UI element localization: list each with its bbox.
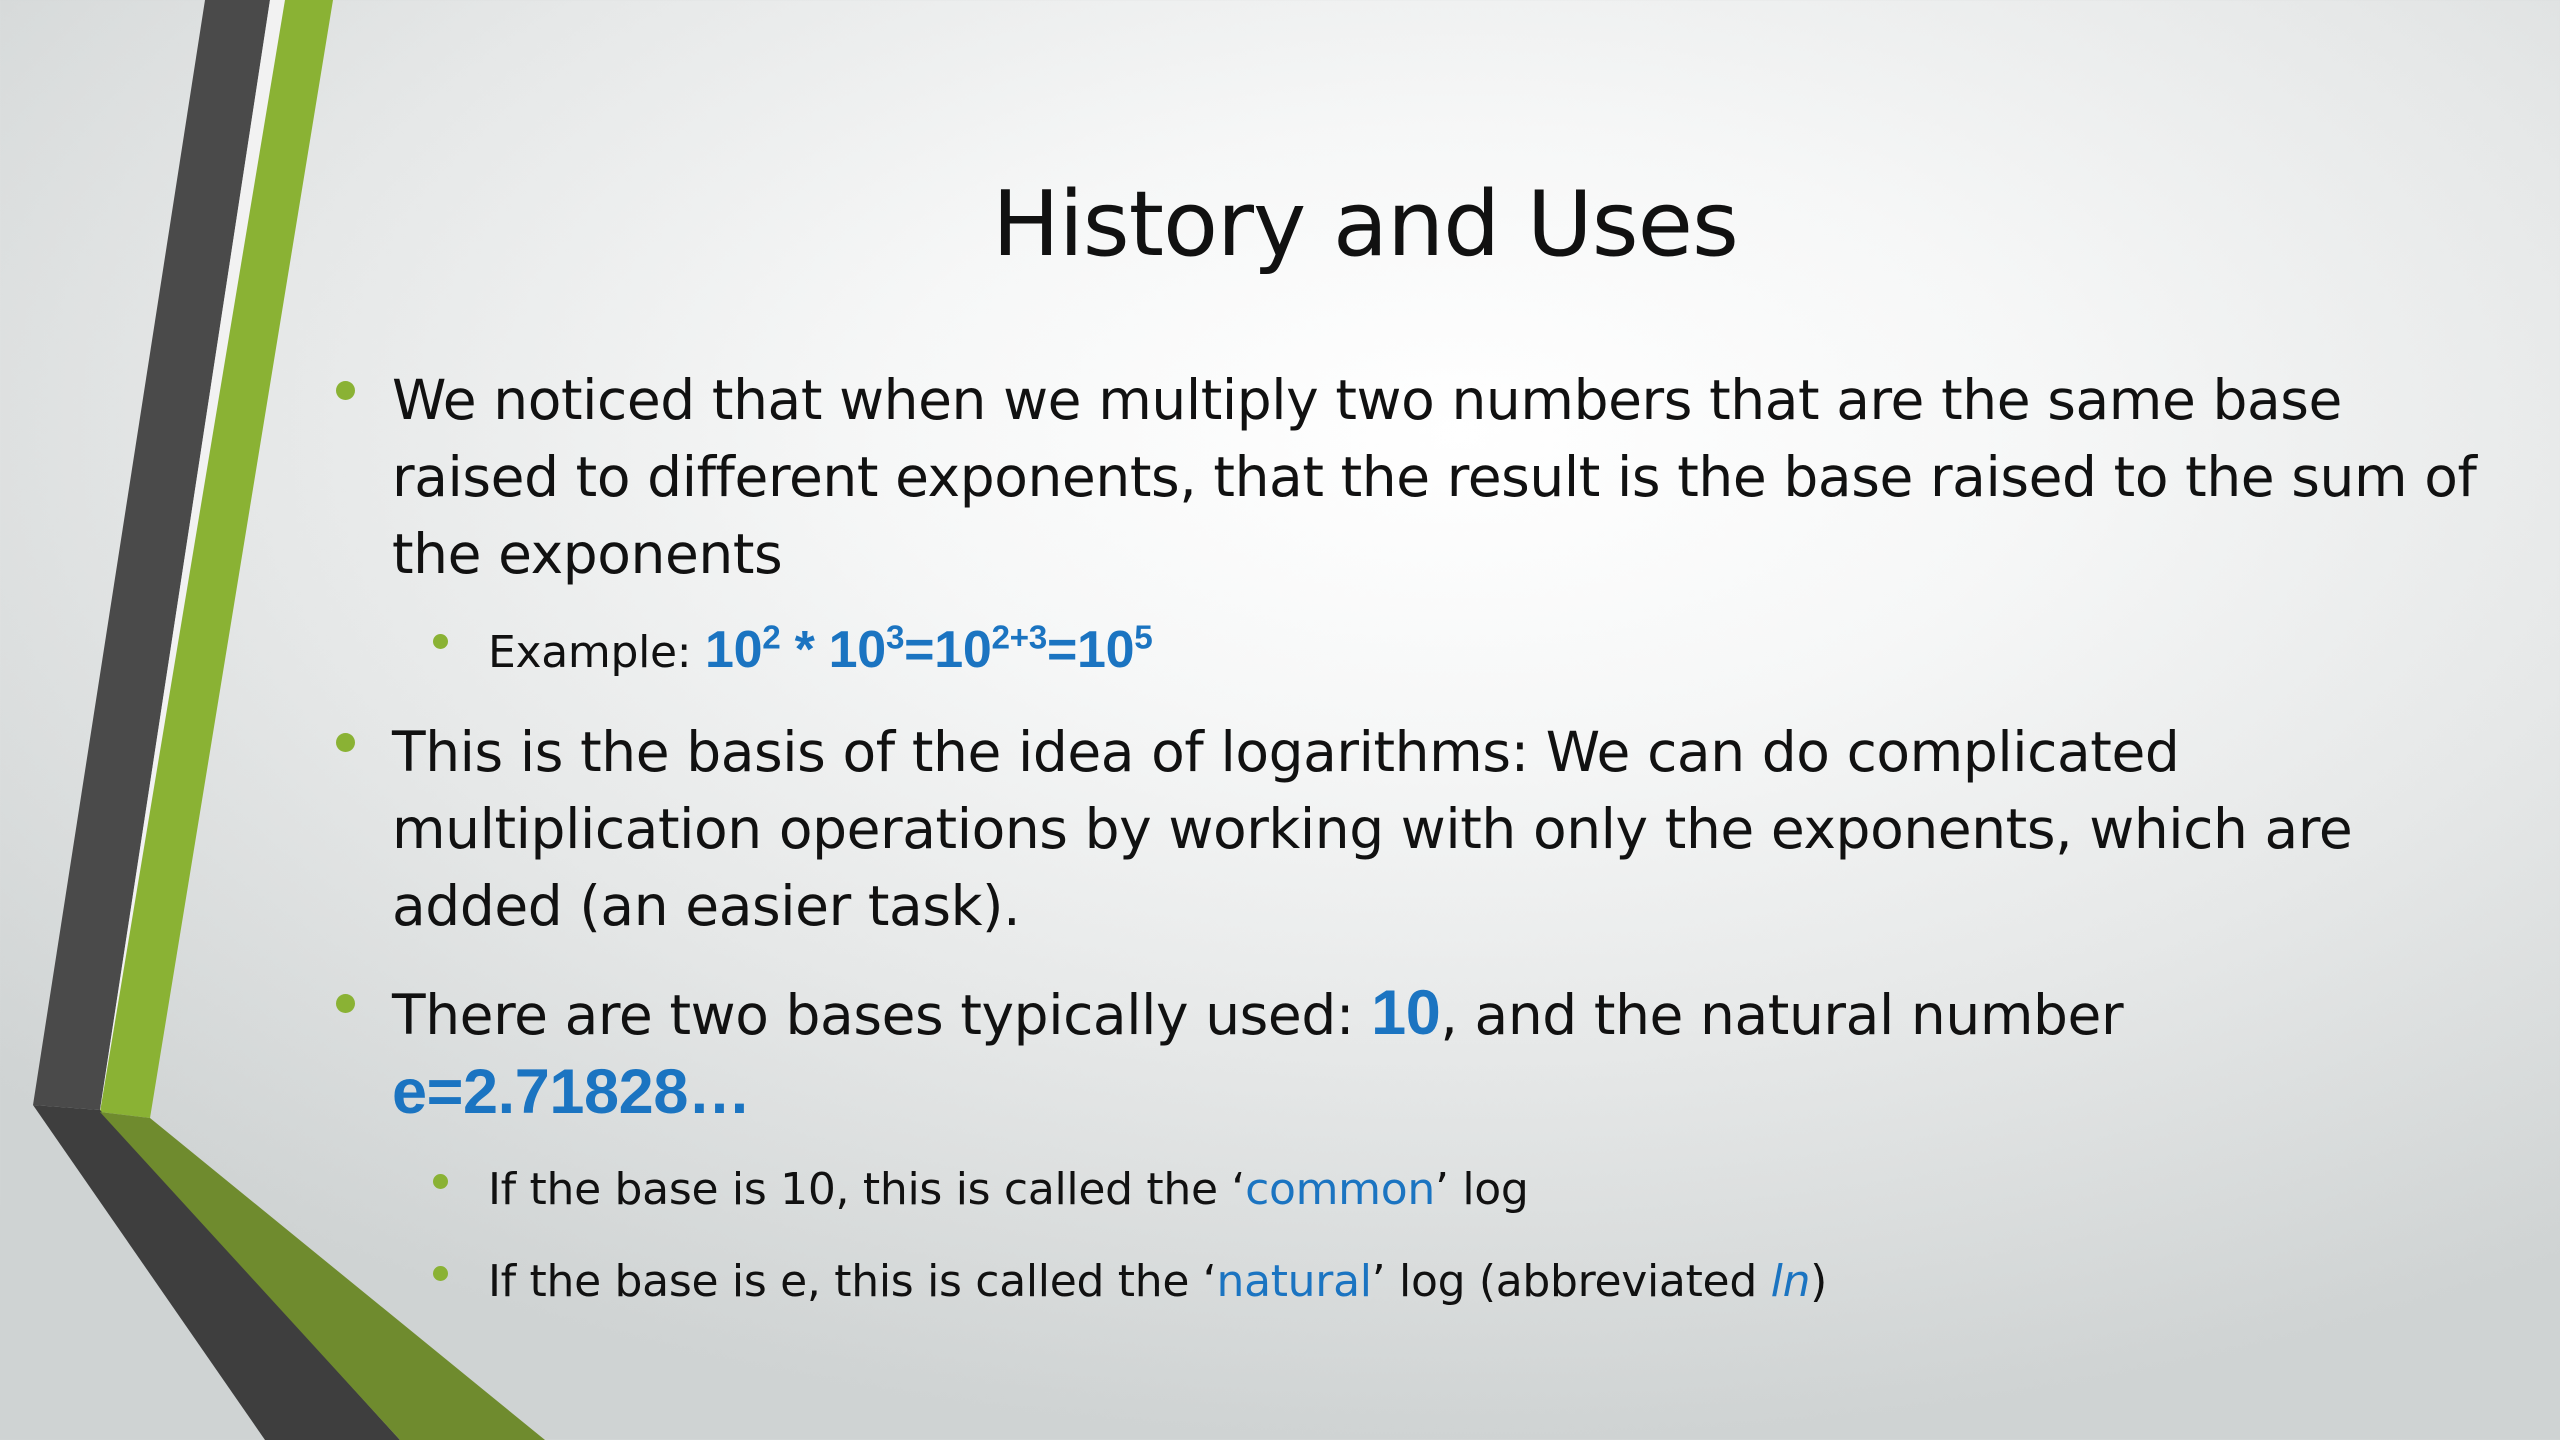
sub-bullet-common-log <box>330 1159 2480 1221</box>
bullet-text: ’ log (abbreviated <box>1371 1256 1771 1307</box>
natural-word: natural <box>1216 1256 1372 1307</box>
natural-number-e: e=2.71828… <box>392 1057 751 1127</box>
bullet-text: This is the basis of the idea of logarithms: We can do complicated multiplication operations by working with only the exponents, which are added (an easier task). <box>392 720 2353 938</box>
formula-base: =10 <box>1046 621 1135 679</box>
ln-abbreviation: ln <box>1770 1256 1811 1307</box>
formula-base: 10 <box>705 621 763 679</box>
bullet-bases <box>330 975 2480 1133</box>
formula-exponent: 2 <box>762 619 781 657</box>
bullet-text: If the base is 10, this is called the ‘ <box>488 1164 1246 1215</box>
slide-title: History and Uses <box>992 172 1738 277</box>
bullet-text: If the base is e, this is called the ‘ <box>488 1256 1217 1307</box>
bullet-text: There are two bases typically used: <box>392 983 1372 1047</box>
formula-exponent: 3 <box>885 619 905 657</box>
formula-exponent: 5 <box>1134 619 1153 657</box>
bullet-text: , and the natural number <box>1440 983 2124 1047</box>
bullet-text: ’ log <box>1434 1164 1529 1215</box>
sub-bullet-example <box>330 619 2480 684</box>
bullet-text: ) <box>1810 1256 1828 1307</box>
sub-bullet-natural-log <box>330 1251 2480 1313</box>
common-word: common <box>1245 1164 1435 1215</box>
formula-base: =10 <box>904 621 992 679</box>
base-ten: 10 <box>1371 978 1441 1048</box>
bullet-text: We noticed that when we multiply two numbers that are the same base raised to different exponents, that the result is the base raised to the sum of the exponents <box>392 368 2477 586</box>
bullet-exponent-rule <box>330 362 2480 593</box>
example-label: Example: <box>488 627 705 678</box>
slide-content <box>330 362 2480 1343</box>
formula-base: * 10 <box>780 621 886 679</box>
formula-exponent: 2+3 <box>991 619 1047 657</box>
bullet-logarithm-idea <box>330 714 2480 945</box>
example-formula <box>705 621 1153 679</box>
